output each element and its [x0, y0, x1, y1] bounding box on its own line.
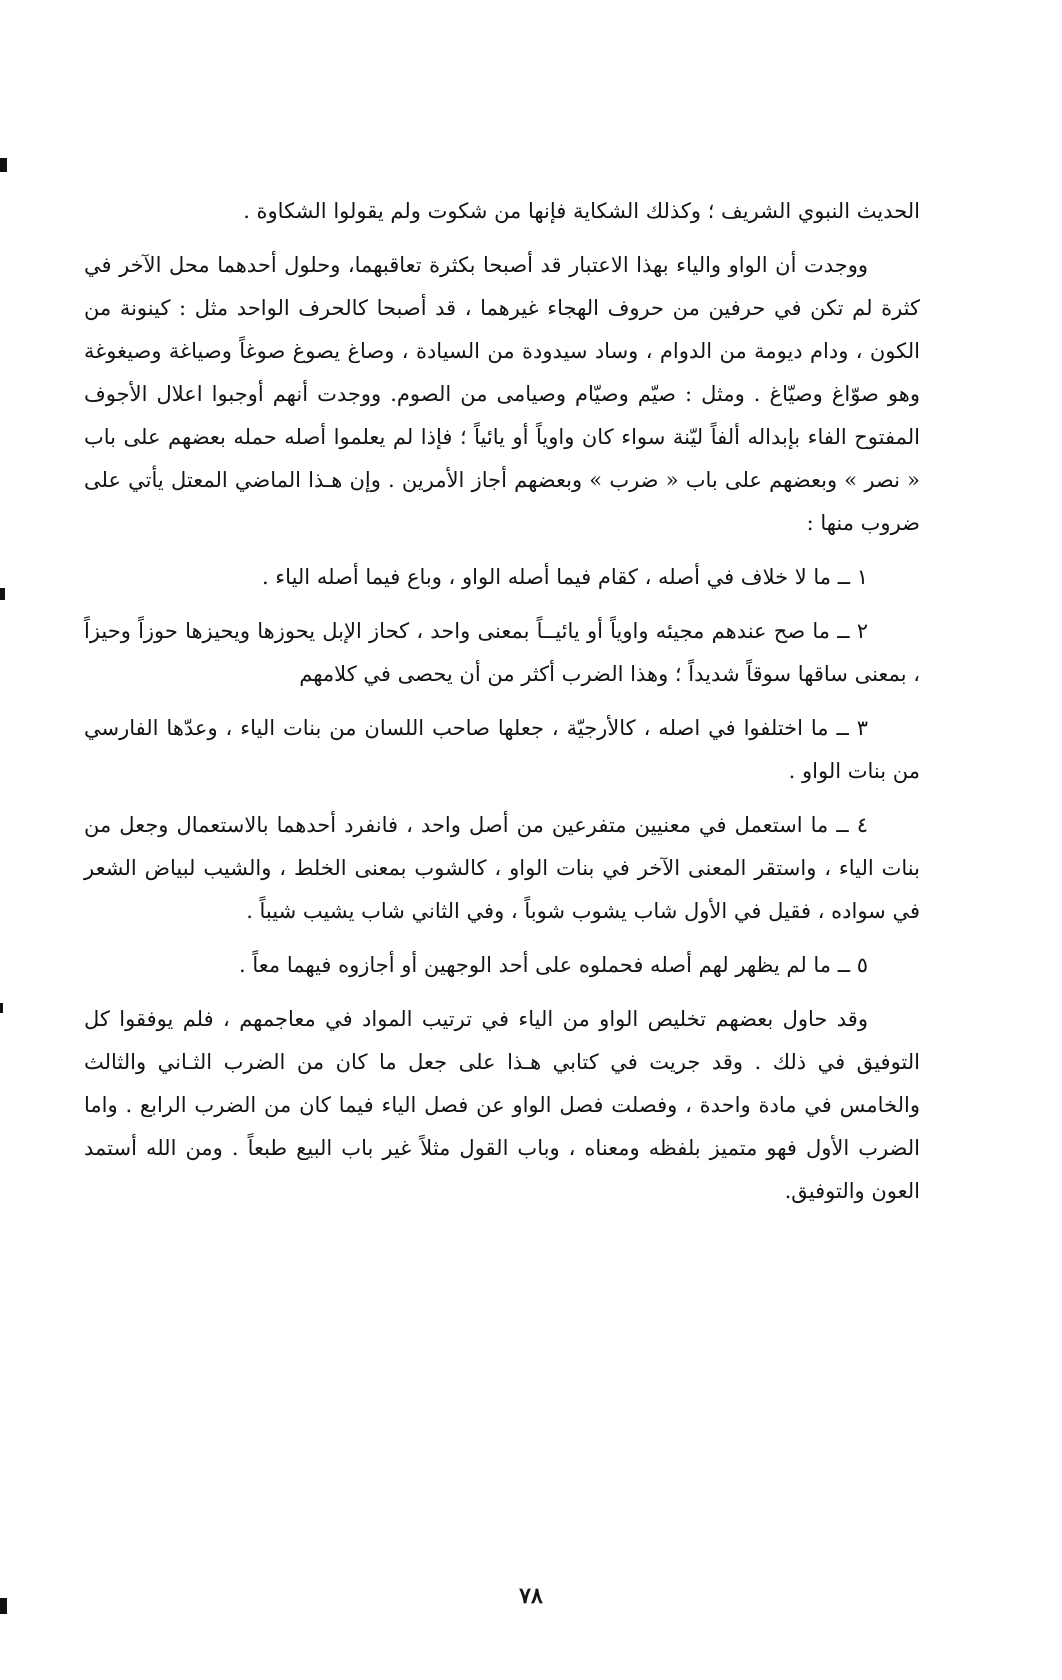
- body-text: [84, 190, 920, 1224]
- list-item-5: ٥ ــ ما لم يظهر لهم أصله فحملوه على أحد الوجهين أو أجازوه فيهما معاً .: [239, 953, 868, 977]
- paragraph-continuation: الحديث النبوي الشريف ؛ وكذلك الشكاية فإنها من شكوت ولم يقولوا الشكاوة .: [243, 199, 920, 223]
- list-item-2: ٢ ــ ما صح عندهم مجيئه واوياً أو يائيــاً بمعنى واحد ، كحاز الإبل يحوزها ويحيزها حوزاً وحيزاً ، بمعنى ساقها سوقاً شديداً ؛ وهذا الضرب أكثر من أن يحصى في كلامهم: [84, 619, 920, 686]
- paragraph-conclusion: وقد حاول بعضهم تخليص الواو من الياء في ترتيب المواد في معاجمهم ، فلم يوفقوا كل التوفيق في ذلك . وقد جريت في كتابي هـذا على جعل ما كان من الضرب الثـاني والثالث والخامس في مادة واحدة ، وفصلت فصل الواو عن فصل الياء فيما كان من الضرب الرابع . واما الضرب الأول فهو متميز بلفظه ومعناه ، وباب القول مثلاً غير باب البيع طبعاً . ومن الله أستمد العون والتوفيق.: [84, 1007, 920, 1203]
- page-number: ٧٨: [519, 1583, 543, 1609]
- list-item-4: ٤ ــ ما استعمل في معنيين متفرعين من أصل واحد ، فانفرد أحدهما بالاستعمال وجعل من بنات الياء ، واستقر المعنى الآخر في بنات الواو ، كالشوب بمعنى الخلط ، والشيب لبياض الشعر في سواده ، فقيل في الأول شاب يشوب شوباً ، وفي الثاني شاب يشيب شيباً .: [84, 813, 920, 923]
- list-item-3: ٣ ــ ما اختلفوا في اصله ، كالأرجيّة ، جعلها صاحب اللسان من بنات الياء ، وعدّها الفارسي من بنات الواو .: [84, 716, 920, 783]
- list-item-1: ١ ــ ما لا خلاف في أصله ، كقام فيما أصله الواو ، وباع فيما أصله الياء .: [261, 565, 868, 589]
- scan-edge-mark: [0, 1003, 3, 1013]
- paragraph-waw-ya: ووجدت أن الواو والياء بهذا الاعتبار قد أصبحا بكثرة تعاقبهما، وحلول أحدهما محل الآخر في كثرة لم تكن في حرفين من حروف الهجاء غيرهما ، قد أصبحا كالحرف الواحد مثل : كينونة من الكون ، ودام ديومة من الدوام ، وساد سيدودة من السيادة ، وصاغ يصوغ صوغاً وصياغة وصيغوغة وهو صوّاغ وصيّاغ . ومثل : صيّم وصيّام وصيامى من الصوم. ووجدت أنهم أوجبوا اعلال الأجوف المفتوح الفاء بإبداله ألفاً ليّنة سواء كان واوياً أو يائياً ؛ فإذا لم يعلموا أصله حمله بعضهم على باب « نصر » وبعضهم على باب « ضرب » وبعضهم أجاز الأمرين . وإن هـذا الماضي المعتل يأتي على ضروب منها :: [84, 253, 920, 535]
- scan-edge-mark: [0, 158, 7, 172]
- scan-edge-mark: [0, 588, 5, 600]
